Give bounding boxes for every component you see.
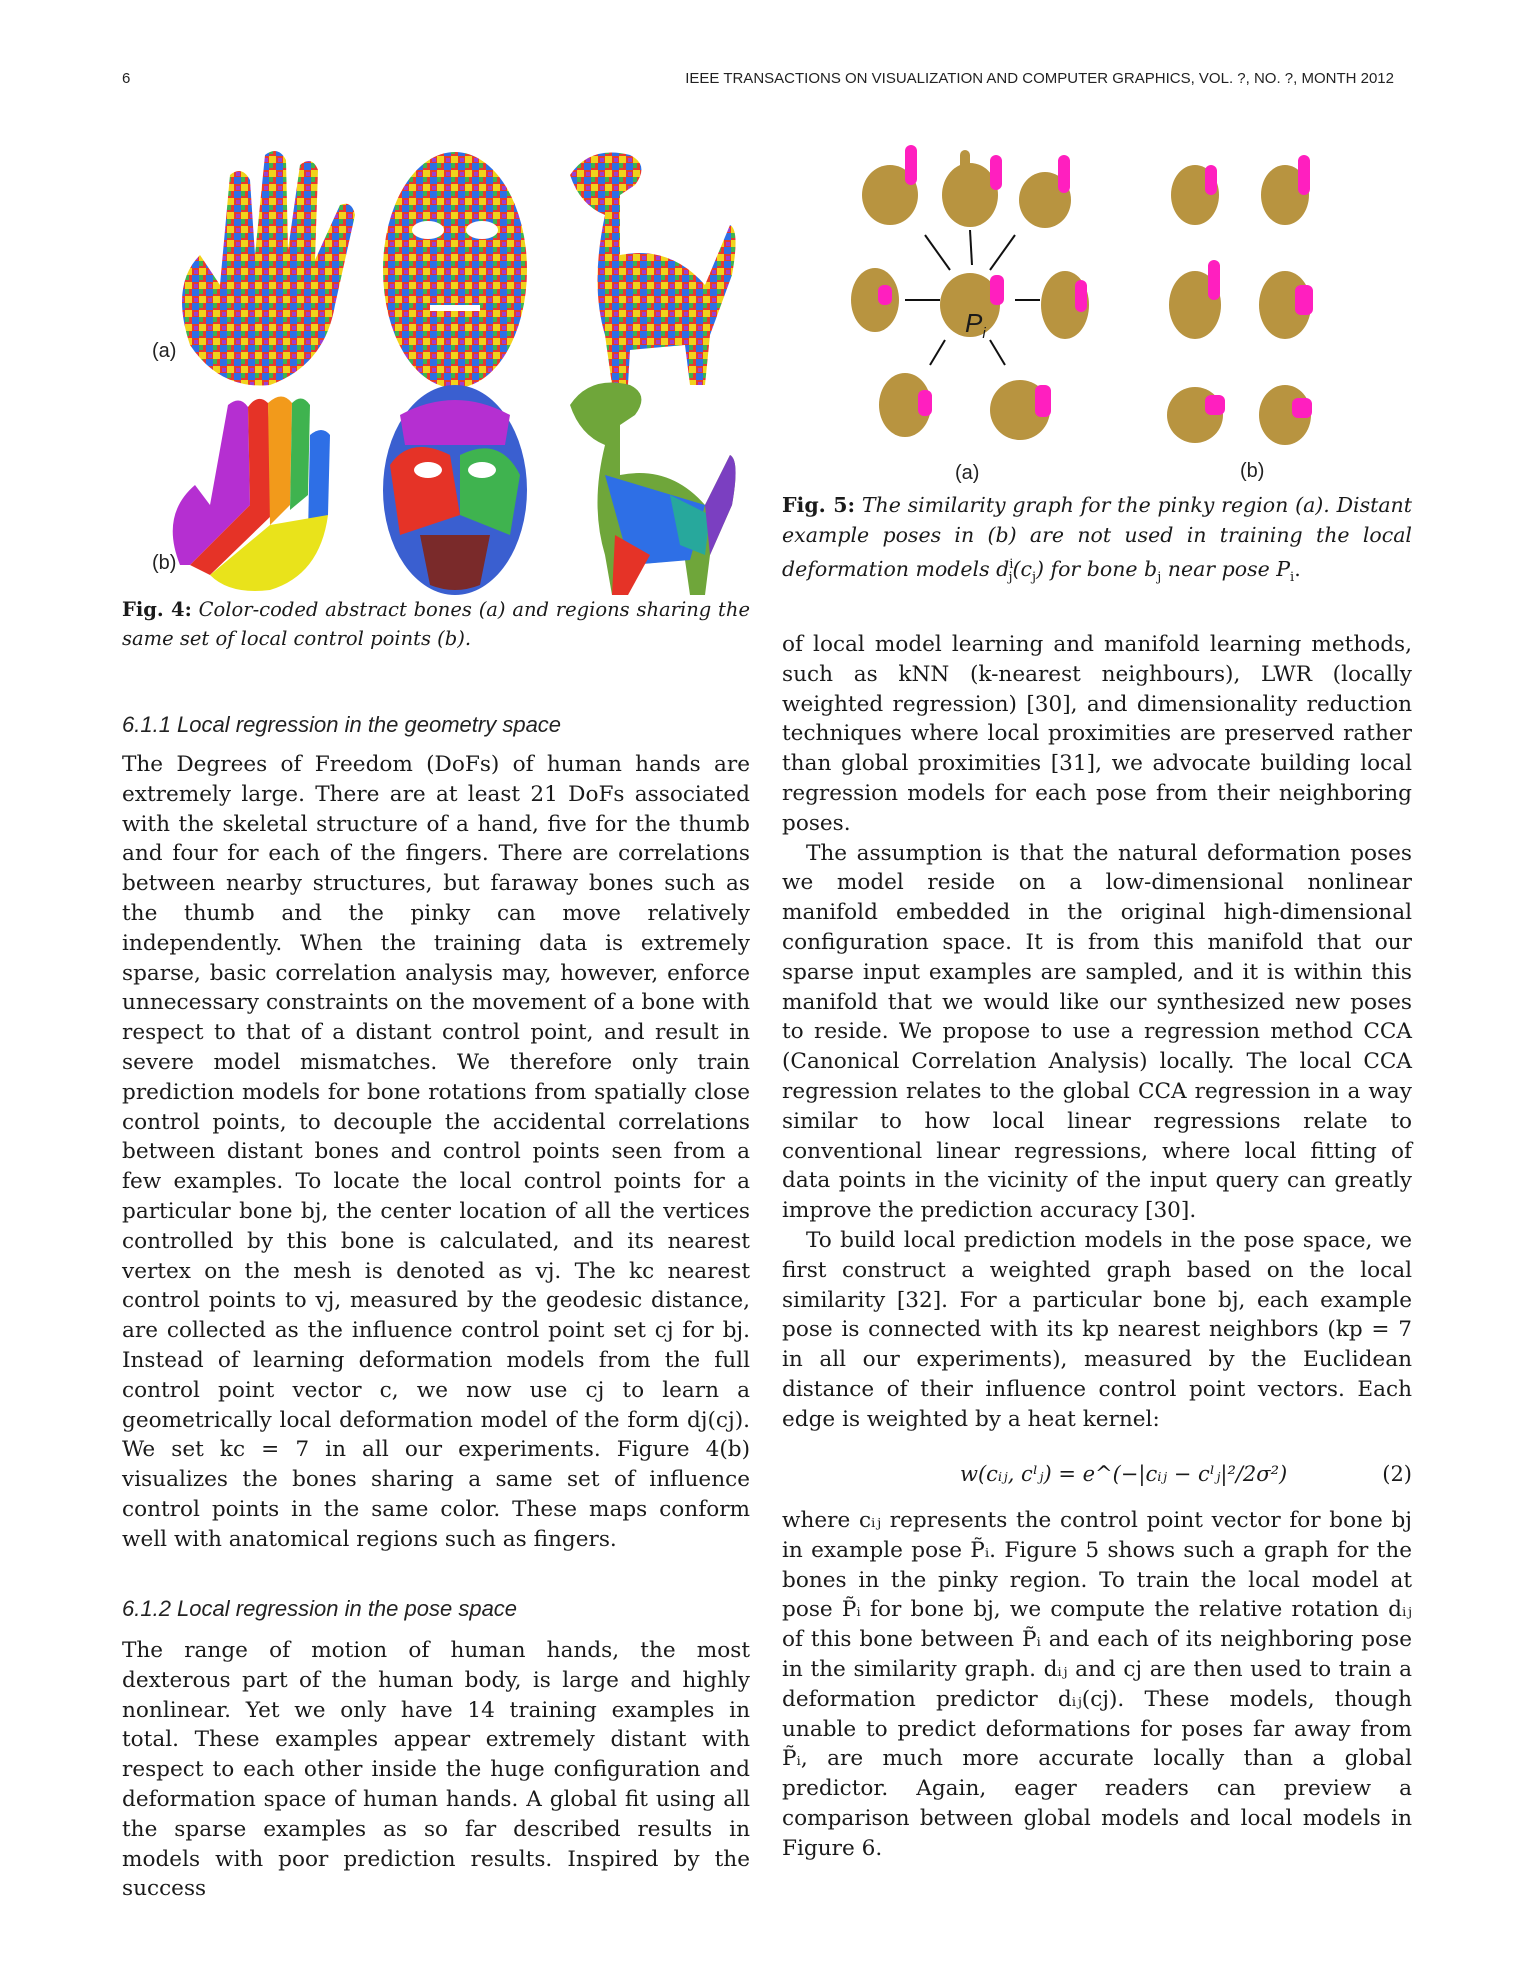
fig4-caption-label: Fig. 4: [122,598,192,621]
hand-distant-2 [1261,155,1310,225]
hand-distant-5 [1167,387,1225,443]
fig5-label-a: (a) [955,462,980,484]
section-heading-612: 6.1.2 Local regression in the pose space [122,1596,518,1621]
section-heading-611: 6.1.1 Local regression in the geometry space [122,712,562,737]
equation-2: w(cᵢⱼ, cˡⱼ) = e^(−|cᵢⱼ − cˡⱼ|²/2σ²) [960,1462,1288,1486]
hand-pose-2 [942,150,1002,227]
fig4-caption [122,595,750,653]
right-paragraph-1: of local model learning and manifold learning methods, such as kNN (k-nearest neighbours), LWR (locally weighted regression) [30], and dimensionality reduction techniques where local proximities are preserved rather than global proximities [31], we advocate building local regression models for each pose from their neighboring poses. [782,632,1412,836]
running-header: IEEE TRANSACTIONS ON VISUALIZATION AND COMPUTER GRAPHICS, VOL. ?, NO. ?, MONTH 2012 [685,70,1394,87]
hand-mosaic [182,151,355,386]
fig4-caption-text: Color-coded abstract bones (a) and regions sharing the same set of local control points (b). [122,598,750,650]
right-paragraph-4: where cᵢⱼ represents the control point vector for bone bj in example pose P̃ᵢ. Figure 5 shows such a graph for the bones in the pinky region. To train the local model at pose P̃ᵢ for bone bj, we compute the relative rotation dᵢⱼ of this bone between P̃ᵢ and each of its neighboring pose in the similarity graph. dᵢⱼ and cj are then used to train a deformation predictor dᵢⱼ(cj). These models, though unable to predict deformations for poses far away from P̃ᵢ, are much more accurate locally than a global predictor. Again, eager readers can preview a comparison between global models and local models in Figure 6. [782,1508,1412,1861]
pose-hands [851,145,1313,445]
equation-number: (2) [1382,1462,1412,1486]
hand-pose-3 [1019,155,1071,228]
right-paragraph-3: To build local prediction models in the pose space, we first construct a weighted graph based on the local similarity [32]. For a particular bone bj, each example pose is connected with its kp nearest neighbors (kp = 7 in all our experiments), measured by the Euclidean distance of their influence control point vectors. Each edge is weighted by a heat kernel: [782,1227,1412,1432]
hand-distant-6 [1259,385,1312,445]
fig5-image [830,140,1350,460]
fig5-caption: Fig. 5: The similarity graph for the pinky region (a). Distant example poses in (b) are not used in training the local deformation models $d^i_j(c_j)$ for bone $b_j$ near pose $P_i$. [782,493,1413,585]
hand-distant-3 [1169,260,1221,339]
hand-pose-7 [990,380,1051,440]
hand-pose-5 [1041,271,1089,339]
face-mosaic [383,152,527,388]
fig5-node-label: $P_i$ [965,308,986,343]
fig4-label-a: (a) [152,340,177,362]
fig5-caption-label: Fig. 5: [782,493,856,517]
fig5-label-b: (b) [1240,460,1265,482]
right-paragraph-2: The assumption is that the natural deformation poses we model reside on a low-dimensional nonlinear manifold embedded in the original high-dimensional configuration space. It is from this manifold that our sparse input examples are sampled, and it is within this manifold that we would like our synthesized new poses to reside. We propose to use a regression method CCA (Canonical Correlation Analysis) locally. The local CCA regression relates to the global CCA regression in a way similar to how local linear regressions relate to conventional linear regressions, where local fitting of data points in the vicinity of the input query can greatly improve the prediction accuracy [30]. [782,840,1412,1224]
dino-regions [570,383,736,596]
face-regions [383,385,527,595]
left-paragraph-2: The range of motion of human hands, the most dexterous part of the human body, is large and highly nonlinear. Yet we only have 14 training examples in total. These examples appear extremely distant with respect to each other inside the huge configuration and deformation space of human hands. A global fit using all the sparse examples as so far described results in models with poor prediction results. Inspired by the success [122,1638,750,1902]
left-paragraph-1: The Degrees of Freedom (DoFs) of human hands are extremely large. There are at least 21 DoFs associated with the skeletal structure of a hand, five for the thumb and four for each of the fingers. There are correlations between nearby structures, but faraway bones such as the thumb and the pinky can move relatively independently. When the training data is extremely sparse, basic correlation analysis may, however, enforce unnecessary constraints on the movement of a bone with respect to that of a distant control point, and result in severe model mismatches. We therefore only train prediction models for bone rotations from spatially close control points, to decouple the accidental correlations between distant bones and control points seen from a few examples. To locate the local control points for a particular bone bj, the center location of all the vertices controlled by this bone is calculated, and its nearest vertex on the mesh is denoted as vj. The kc nearest control points to vj, measured by the geodesic distance, are collected as the influence control point set cj for bj. Instead of learning deformation models from the full control point vector c, we now use cj to learn a geometrically local deformation model of the form dj(cj). We set kc = 7 in all our experiments. Figure 4(b) visualizes the bones sharing a same set of influence control points in the same color. These maps conform well with anatomical regions such as fingers. [122,752,750,1552]
fig4-label-b: (b) [152,552,177,574]
hand-distant-4 [1259,271,1313,339]
hand-pose-4 [851,268,899,332]
page-number: 6 [122,70,131,87]
hand-pose-6 [879,373,932,437]
hand-distant-1 [1171,165,1219,225]
fig4-image [150,135,740,595]
hand-regions [173,397,330,592]
hand-pose-1 [862,145,918,225]
dino-mosaic [570,153,736,386]
